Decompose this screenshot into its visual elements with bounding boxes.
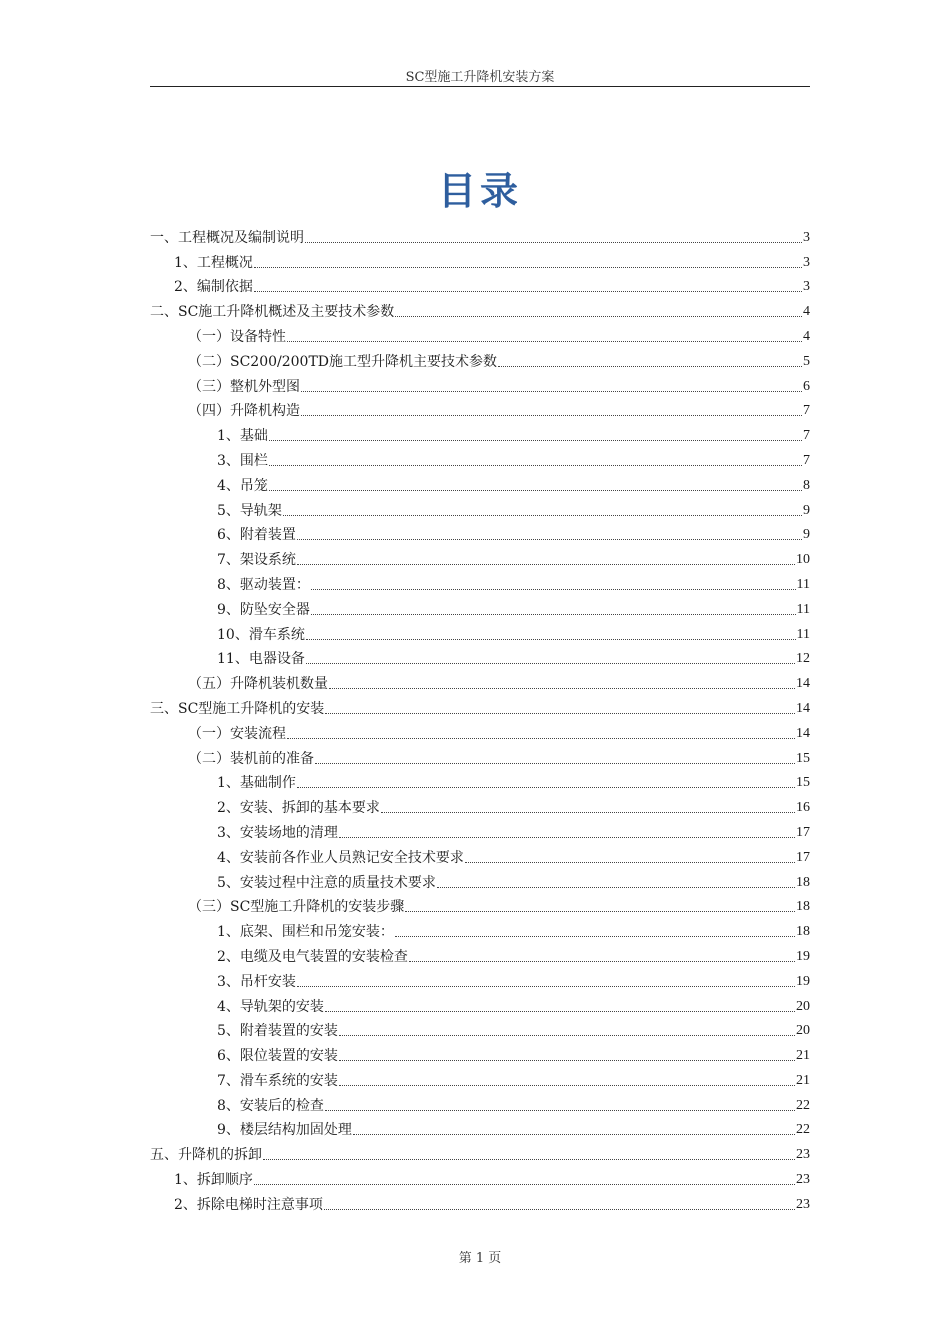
toc-dot-leader: [305, 242, 802, 243]
toc-dot-leader: [395, 936, 795, 937]
toc-entry-page: 4: [803, 328, 810, 344]
toc-entry[interactable]: [150, 941, 810, 966]
toc-entry-text: 9、防坠安全器: [217, 601, 310, 618]
toc-entry-page: 6: [803, 378, 810, 394]
toc-entry[interactable]: [150, 619, 810, 644]
toc-entry-page: 7: [803, 428, 810, 444]
toc-entry-page: 7: [803, 403, 810, 419]
toc-entry-text: 1、基础制作: [217, 775, 296, 792]
toc-entry-page: 17: [796, 824, 810, 840]
toc-entry[interactable]: [150, 1090, 810, 1115]
toc-entry-text: （三）SC型施工升降机的安装步骤: [188, 899, 405, 916]
toc-entry-text: 1、工程概况: [174, 254, 253, 271]
toc-entry-page: 23: [796, 1147, 810, 1163]
toc-dot-leader: [339, 1060, 795, 1061]
toc-dot-leader: [381, 812, 795, 813]
toc-entry[interactable]: [150, 916, 810, 941]
toc-entry-page: 14: [796, 700, 810, 716]
toc-entry-page: 14: [796, 725, 810, 741]
toc-entry[interactable]: [150, 1040, 810, 1065]
toc-entry-page: 9: [803, 527, 810, 543]
toc-entry-text: 5、附着装置的安装: [217, 1023, 338, 1040]
toc-entry[interactable]: [150, 594, 810, 619]
toc-entry-text: （五）升降机装机数量: [188, 676, 328, 693]
toc-dot-leader: [306, 663, 795, 664]
toc-dot-leader: [297, 564, 795, 565]
toc-entry-page: 8: [803, 477, 810, 493]
toc-dot-leader: [297, 787, 795, 788]
toc-entry[interactable]: [150, 718, 810, 743]
toc-dot-leader: [254, 291, 802, 292]
toc-entry-text: （一）设备特性: [188, 328, 286, 345]
toc-entry[interactable]: [150, 1189, 810, 1214]
toc-entry-text: 2、电缆及电气装置的安装检查: [217, 948, 408, 965]
toc-entry-text: 三、SC型施工升降机的安装: [150, 700, 325, 717]
toc-dot-leader: [325, 713, 795, 714]
toc-dot-leader: [339, 837, 795, 838]
toc-entry-page: 11: [796, 601, 810, 617]
toc-entry[interactable]: [150, 346, 810, 371]
toc-entry[interactable]: [150, 644, 810, 669]
toc-entry-text: （二）装机前的准备: [188, 750, 314, 767]
toc-dot-leader: [269, 440, 802, 441]
toc-entry-text: 五、升降机的拆卸: [150, 1147, 262, 1164]
toc-entry-text: 2、拆除电梯时注意事项: [174, 1196, 323, 1213]
toc-entry-text: 10、滑车系统: [217, 626, 305, 643]
header-divider: [150, 86, 810, 87]
toc-entry[interactable]: [150, 470, 810, 495]
toc-dot-leader: [263, 1159, 795, 1160]
toc-entry[interactable]: [150, 222, 810, 247]
running-header: SC型施工升降机安装方案: [405, 70, 555, 85]
toc-entry-page: 3: [803, 254, 810, 270]
toc-dot-leader: [395, 316, 802, 317]
toc-entry[interactable]: [150, 668, 810, 693]
toc-dot-leader: [465, 862, 795, 863]
toc-entry-text: （三）整机外型图: [188, 378, 300, 395]
toc-entry[interactable]: [150, 321, 810, 346]
toc-entry[interactable]: [150, 396, 810, 421]
toc-entry[interactable]: [150, 892, 810, 917]
toc-entry-page: 3: [803, 229, 810, 245]
toc-entry[interactable]: [150, 1016, 810, 1041]
toc-entry-text: 8、安装后的检查: [217, 1097, 324, 1114]
toc-entry-page: 20: [796, 1023, 810, 1039]
toc-entry-text: 二、SC施工升降机概述及主要技术参数: [150, 304, 395, 321]
toc-entry[interactable]: [150, 495, 810, 520]
toc-entry-page: 3: [803, 279, 810, 295]
toc-entry-page: 14: [796, 676, 810, 692]
toc-entry-text: 3、安装场地的清理: [217, 824, 338, 841]
toc-dot-leader: [405, 911, 795, 912]
toc-dot-leader: [297, 539, 802, 540]
toc-dot-leader: [409, 961, 795, 962]
toc-entry[interactable]: [150, 693, 810, 718]
toc-entry-page: 5: [803, 353, 810, 369]
toc-dot-leader: [498, 366, 802, 367]
toc-dot-leader: [311, 589, 796, 590]
toc-entry-text: 6、限位装置的安装: [217, 1048, 338, 1065]
toc-entry[interactable]: [150, 743, 810, 768]
toc-dot-leader: [283, 515, 802, 516]
toc-entry-page: 10: [796, 552, 810, 568]
toc-dot-leader: [437, 887, 795, 888]
toc-entry[interactable]: [150, 842, 810, 867]
toc-entry-page: 15: [796, 775, 810, 791]
toc-entry[interactable]: [150, 768, 810, 793]
toc-entry[interactable]: [150, 817, 810, 842]
toc-dot-leader: [325, 1110, 795, 1111]
toc-entry-text: 6、附着装置: [217, 527, 296, 544]
toc-entry-text: 4、吊笼: [217, 477, 268, 494]
toc-dot-leader: [269, 465, 802, 466]
toc-entry[interactable]: [150, 520, 810, 545]
toc-entry-text: 一、工程概况及编制说明: [150, 229, 304, 246]
toc-entry[interactable]: [150, 966, 810, 991]
toc-entry-text: 1、基础: [217, 428, 268, 445]
toc-entry-text: 3、围栏: [217, 452, 268, 469]
toc-dot-leader: [269, 490, 802, 491]
toc-dot-leader: [297, 986, 795, 987]
toc-entry-text: 9、楼层结构加固处理: [217, 1122, 352, 1139]
toc-entry[interactable]: [150, 867, 810, 892]
toc-entry-text: 4、安装前各作业人员熟记安全技术要求: [217, 849, 464, 866]
toc-entry-text: 7、滑车系统的安装: [217, 1072, 338, 1089]
toc-entry-page: 17: [796, 849, 810, 865]
toc-entry-page: 16: [796, 800, 810, 816]
toc-entry-text: 4、导轨架的安装: [217, 998, 324, 1015]
toc-entry[interactable]: [150, 569, 810, 594]
toc-entry[interactable]: [150, 247, 810, 272]
toc-entry[interactable]: [150, 272, 810, 297]
toc-entry[interactable]: [150, 1115, 810, 1140]
toc-dot-leader: [315, 763, 795, 764]
toc-dot-leader: [287, 341, 802, 342]
toc-entry-text: 5、安装过程中注意的质量技术要求: [217, 874, 436, 891]
toc-entry-page: 9: [803, 502, 810, 518]
toc-entry-page: 23: [796, 1172, 810, 1188]
toc-entry-page: 23: [796, 1196, 810, 1212]
toc-entry-text: 5、导轨架: [217, 502, 282, 519]
toc-dot-leader: [329, 688, 795, 689]
toc-entry-page: 19: [796, 948, 810, 964]
toc-entry-text: 8、驱动装置：: [217, 576, 310, 593]
page-number-footer: 第 1 页: [458, 1251, 502, 1266]
toc-entry[interactable]: [150, 991, 810, 1016]
toc-title: 目录: [437, 168, 522, 213]
toc-entry-text: （二）SC200/200TD施工型升降机主要技术参数: [188, 353, 498, 370]
toc-entry[interactable]: [150, 544, 810, 569]
toc-entry-page: 15: [796, 750, 810, 766]
toc-entry[interactable]: [150, 1164, 810, 1189]
toc-entry-text: （四）升降机构造: [188, 403, 300, 420]
toc-entry-text: 1、拆卸顺序: [174, 1172, 253, 1189]
toc-entry-page: 22: [796, 1122, 810, 1138]
toc-entry-text: 2、编制依据: [174, 279, 253, 296]
toc-entry-page: 11: [796, 626, 810, 642]
toc-entry[interactable]: [150, 1139, 810, 1164]
toc-dot-leader: [254, 1184, 795, 1185]
toc-entry[interactable]: [150, 420, 810, 445]
toc-entry[interactable]: [150, 445, 810, 470]
toc-entry-page: 12: [796, 651, 810, 667]
toc-dot-leader: [301, 391, 802, 392]
toc-entry[interactable]: [150, 371, 810, 396]
toc-entry-page: 4: [803, 304, 810, 320]
toc-dot-leader: [353, 1134, 795, 1135]
toc-entry-page: 21: [796, 1048, 810, 1064]
toc-entry-text: 1、底架、围栏和吊笼安装：: [217, 924, 394, 941]
toc-dot-leader: [324, 1209, 795, 1210]
toc-entry-text: 11、电器设备: [217, 651, 305, 668]
toc-entry[interactable]: [150, 1065, 810, 1090]
toc-entry-page: 18: [796, 899, 810, 915]
toc-entry-page: 21: [796, 1072, 810, 1088]
toc-entry-page: 20: [796, 998, 810, 1014]
toc-entry-page: 11: [796, 576, 810, 592]
toc-entry-text: 3、吊杆安装: [217, 973, 296, 990]
toc-entry-text: 2、安装、拆卸的基本要求: [217, 800, 380, 817]
toc-entry-text: 7、架设系统: [217, 552, 296, 569]
toc-entry-page: 18: [796, 924, 810, 940]
toc-entry-page: 18: [796, 874, 810, 890]
table-of-contents: [150, 222, 810, 1214]
toc-entry-page: 22: [796, 1097, 810, 1113]
toc-dot-leader: [254, 267, 802, 268]
toc-entry-page: 19: [796, 973, 810, 989]
toc-dot-leader: [325, 1011, 795, 1012]
toc-dot-leader: [287, 738, 795, 739]
toc-entry[interactable]: [150, 296, 810, 321]
toc-dot-leader: [301, 415, 802, 416]
toc-entry-page: 7: [803, 452, 810, 468]
toc-dot-leader: [311, 614, 796, 615]
toc-entry-text: （一）安装流程: [188, 725, 286, 742]
toc-dot-leader: [306, 639, 796, 640]
toc-entry[interactable]: [150, 792, 810, 817]
toc-dot-leader: [339, 1085, 795, 1086]
toc-dot-leader: [339, 1035, 795, 1036]
